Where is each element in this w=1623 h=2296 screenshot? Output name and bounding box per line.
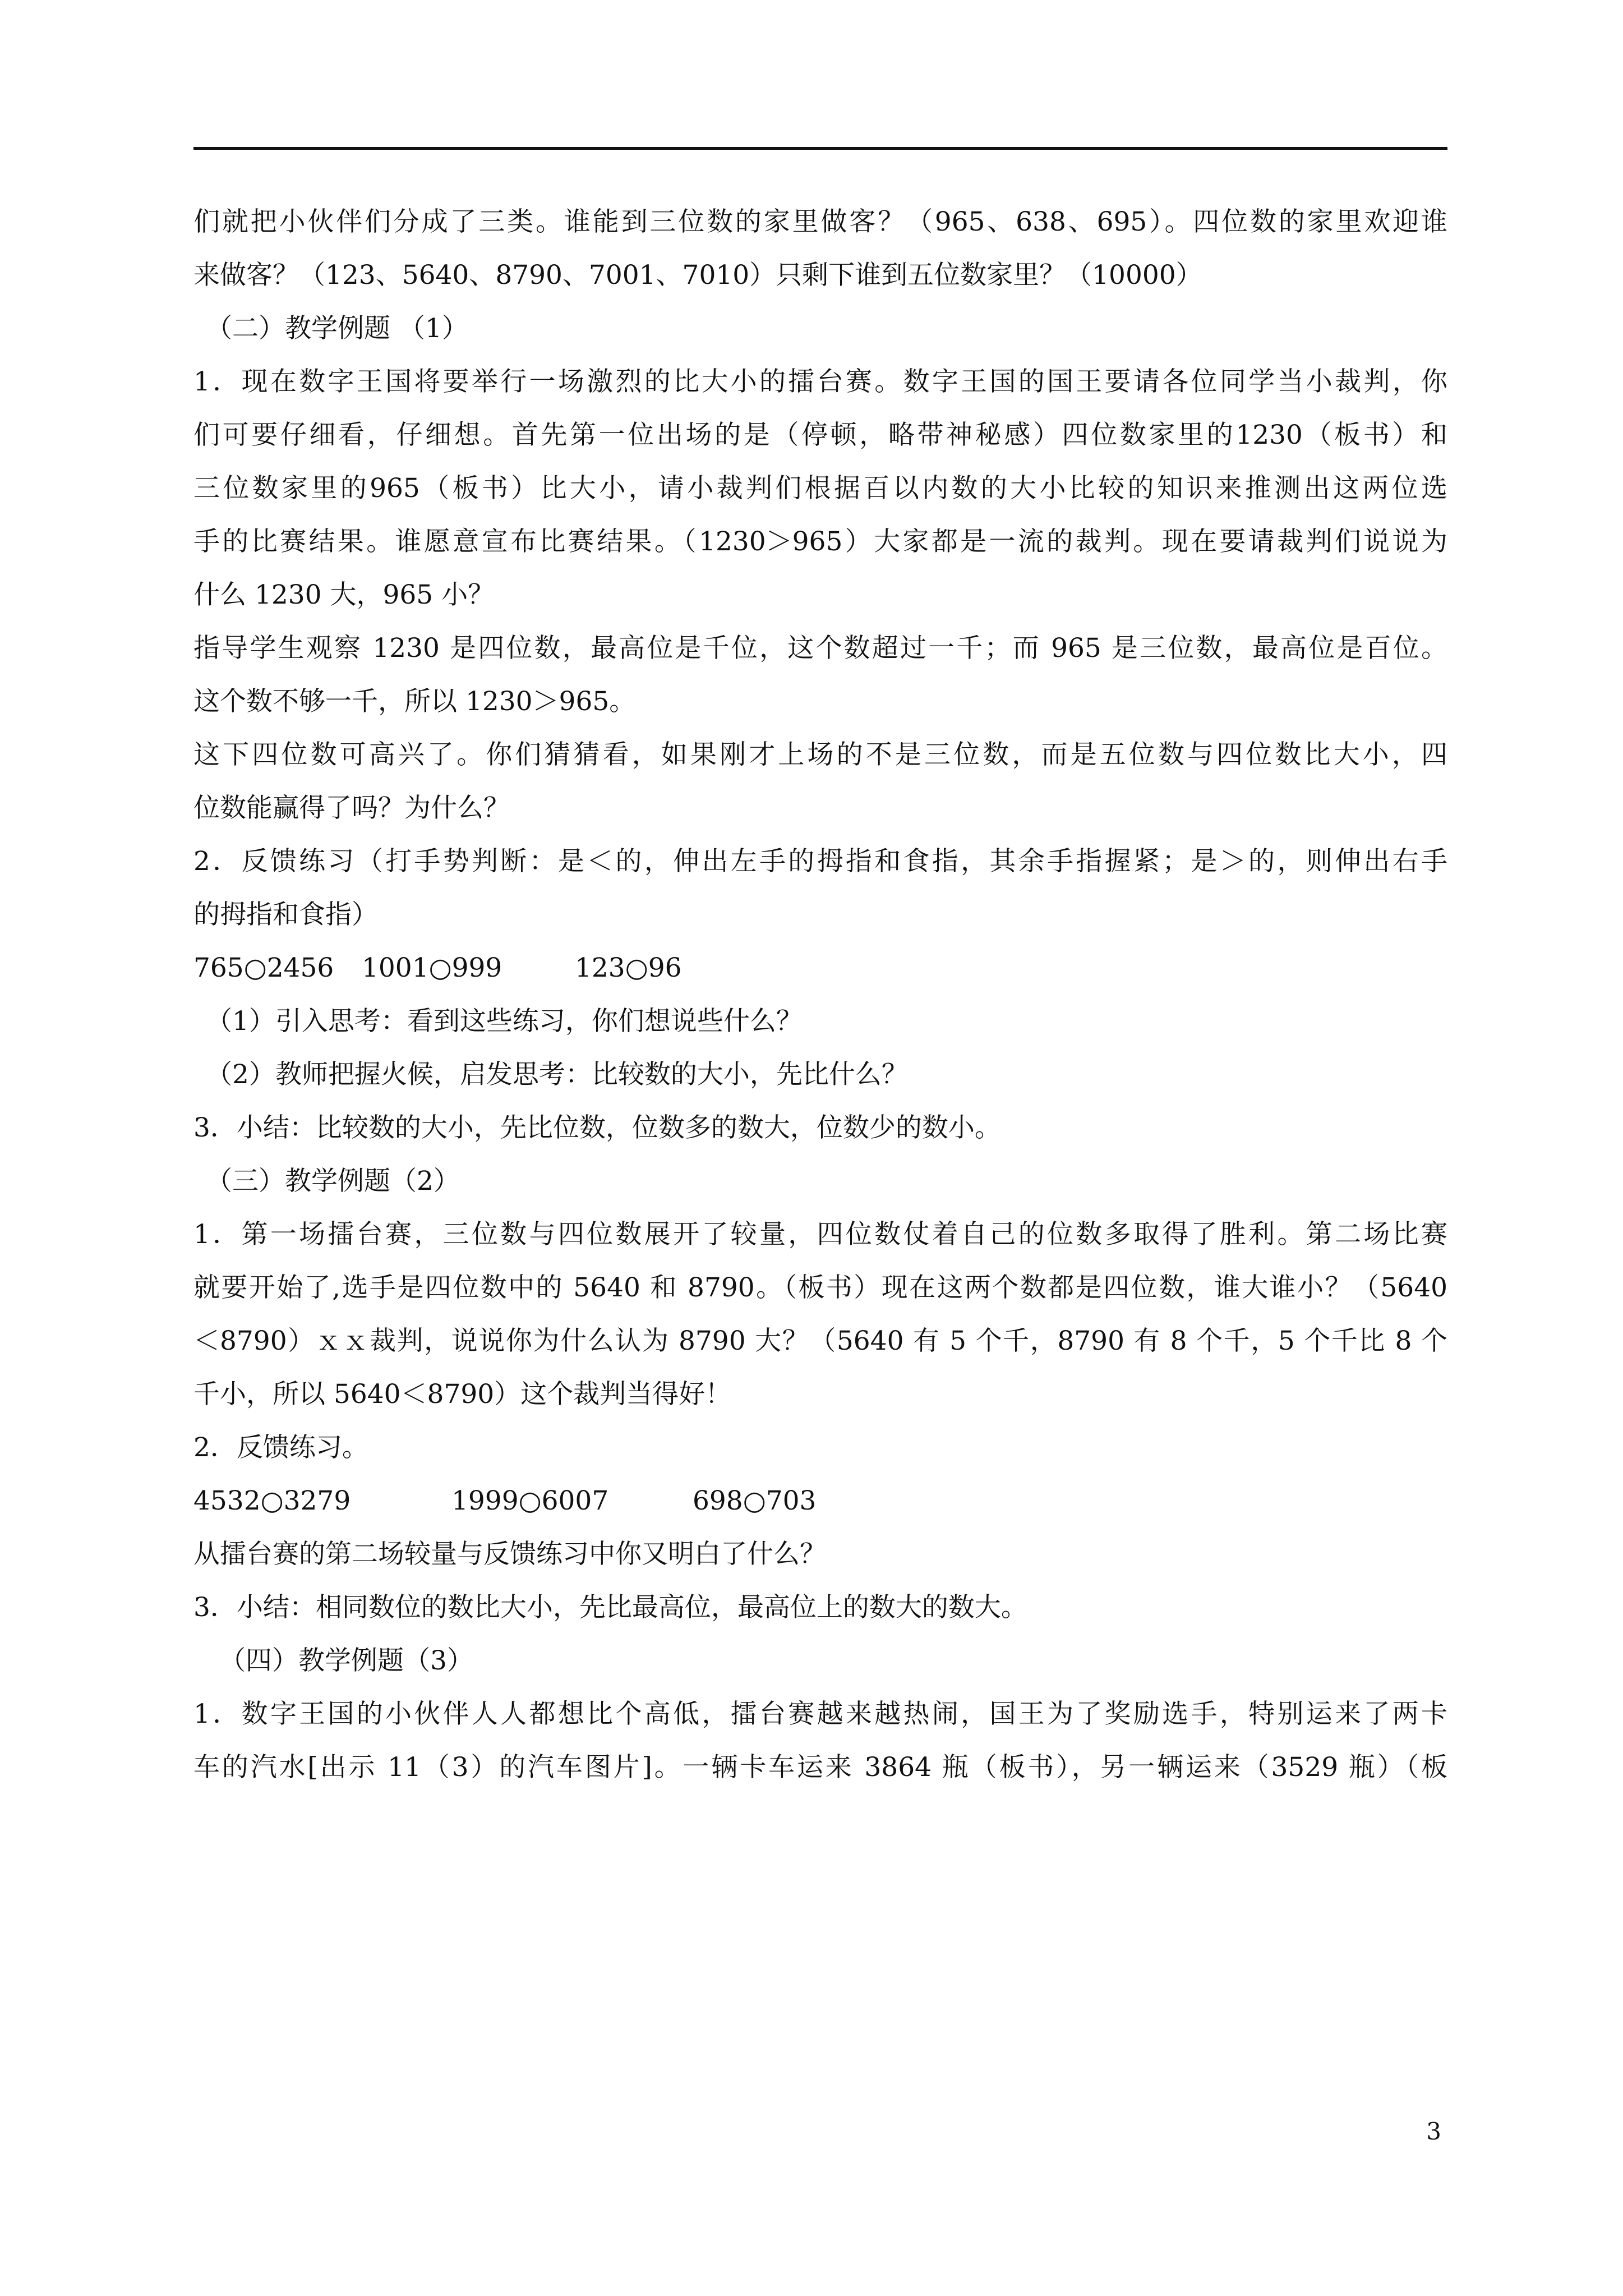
paragraph-line: 1．第一场擂台赛，三位数与四位数展开了较量，四位数仗着自己的位数多取得了胜利。第二场比赛 (193, 1219, 1447, 1250)
paragraph-line: 手的比赛结果。谁愿意宣布比赛结果。（1230＞965）大家都是一流的裁判。现在要请裁判们说说为 (193, 526, 1447, 557)
paragraph-line: 三位数家里的965（板书）比大小，请小裁判们根据百以内数的大小比较的知识来推测出这两位选 (193, 473, 1447, 504)
paragraph-line: 就要开始了,选手是四位数中的 5640 和 8790。（板书）现在这两个数都是四位数，谁大谁小？（5640 (193, 1272, 1447, 1303)
paragraph-line: 1．数字王国的小伙伴人人都想比个高低，擂台赛越来越热闹，国王为了奖励选手，特别运来了两卡 (193, 1699, 1447, 1729)
header-rule (193, 147, 1447, 150)
section-heading: （二）教学例题 （1） (206, 313, 468, 344)
paragraph-line: ＜8790）ｘｘ裁判，说说你为什么认为 8790 大？（5640 有 5 个千，8790 有 8 个千，5 个千比 8 个 (193, 1326, 1447, 1356)
paragraph-line: 车的汽水[出示 11（3）的汽车图片]。一辆卡车运来 3864 瓶（板书），另一辆运来（3529 瓶）（板 (193, 1752, 1447, 1783)
exercise-item: 123○96 (575, 953, 682, 983)
paragraph-line: 指导学生观察 1230 是四位数，最高位是千位，这个数超过一千；而 965 是三位数，最高位是百位。 (193, 633, 1447, 664)
page-number: 3 (1426, 2118, 1441, 2145)
paragraph-line: 2．反馈练习。 (193, 1432, 368, 1463)
page-body (193, 195, 1447, 1794)
paragraph-line: 2．反馈练习（打手势判断：是＜的，伸出左手的拇指和食指，其余手指握紧；是＞的，则伸出右手 (193, 846, 1447, 877)
exercise-item: 765○2456 (193, 953, 334, 983)
paragraph-line: （2）教师把握火候，启发思考：比较数的大小，先比什么？ (206, 1059, 908, 1090)
paragraph-line: 从擂台赛的第二场较量与反馈练习中你又明白了什么？ (193, 1539, 826, 1570)
paragraph-line: 这个数不够一千，所以 1230＞965。 (193, 686, 636, 717)
paragraph-line: 1．现在数字王国将要举行一场激烈的比大小的擂台赛。数字王国的国王要请各位同学当小裁判，你 (193, 366, 1447, 397)
section-heading: （三）教学例题（2） (206, 1166, 460, 1197)
paragraph-line: 3．小结：比较数的大小，先比位数，位数多的数大，位数少的数小。 (193, 1112, 1001, 1143)
paragraph-line: 千小，所以 5640＜8790）这个裁判当得好！ (193, 1379, 732, 1410)
paragraph-line: （1）引入思考：看到这些练习，你们想说些什么？ (206, 1006, 803, 1037)
paragraph-line: 们就把小伙伴们分成了三类。谁能到三位数的家里做客？（965、638、695）。四位数的家里欢迎谁 (193, 206, 1447, 237)
exercise-item: 4532○3279 (193, 1485, 351, 1516)
paragraph-line: 3．小结：相同数位的数比大小，先比最高位，最高位上的数大的数大。 (193, 1592, 1027, 1623)
exercise-item: 1001○999 (362, 953, 502, 983)
exercise-item: 698○703 (693, 1485, 817, 1516)
paragraph-line: 什么 1230 大，965 小？ (193, 579, 495, 610)
exercise-item: 1999○6007 (451, 1485, 609, 1516)
section-heading: （四）教学例题（3） (219, 1645, 473, 1676)
paragraph-line: 们可要仔细看，仔细想。首先第一位出场的是（停顿，略带神秘感）四位数家里的1230（板书）和 (193, 420, 1447, 450)
paragraph-line: 来做客？（123、5640、8790、7001、7010）只剩下谁到五位数家里？（10000） (193, 260, 1202, 291)
paragraph-line: 的拇指和食指） (193, 899, 378, 930)
paragraph-line: 这下四位数可高兴了。你们猜猜看，如果刚才上场的不是三位数，而是五位数与四位数比大小，四 (193, 739, 1447, 770)
exercise-row (193, 941, 1447, 995)
paragraph-line: 位数能赢得了吗？为什么？ (193, 793, 510, 823)
exercise-row (193, 1474, 1447, 1527)
